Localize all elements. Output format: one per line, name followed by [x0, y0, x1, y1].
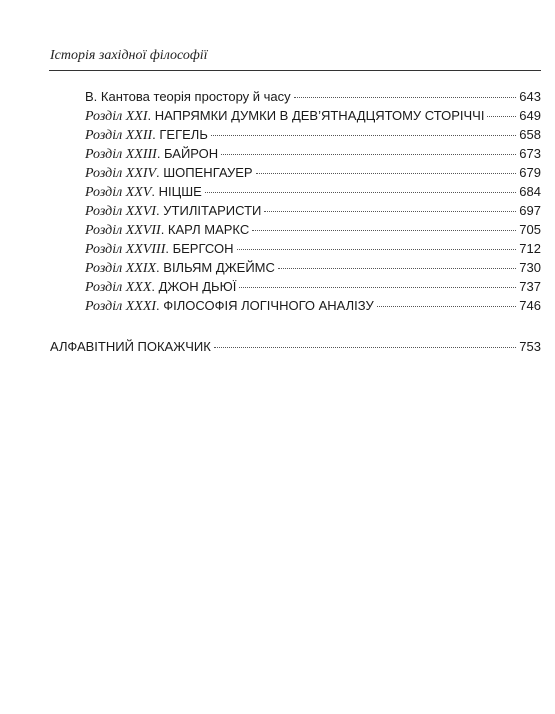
toc-page-number: 712 — [519, 241, 541, 256]
toc-page-number: 658 — [519, 127, 541, 142]
dot-leader — [211, 135, 516, 136]
toc-page-number: 705 — [519, 222, 541, 237]
toc-entry — [85, 203, 541, 223]
dot-leader — [214, 347, 516, 348]
toc-page-number: 684 — [519, 184, 541, 199]
dot-leader — [252, 230, 516, 231]
toc-entry-title: . КАРЛ МАРКС — [160, 222, 250, 237]
toc-entry-title: . БАЙРОН — [156, 146, 219, 161]
toc-entry — [85, 89, 541, 109]
chapter-prefix: Розділ XXV — [85, 185, 152, 200]
toc-entry — [85, 127, 541, 147]
toc-entry-title: . ГЕГЕЛЬ — [152, 127, 208, 142]
dot-leader — [205, 192, 516, 193]
toc-page-number: 649 — [519, 108, 541, 123]
toc-entry-title: . УТИЛІТАРИСТИ — [156, 203, 262, 218]
toc-page-number: 697 — [519, 203, 541, 218]
dot-leader — [294, 97, 517, 98]
chapter-prefix: Розділ XXXI — [85, 299, 157, 314]
toc-page-number: 753 — [519, 339, 541, 354]
dot-leader — [237, 249, 517, 250]
toc-page-number: 737 — [519, 279, 541, 294]
toc-page-number: 643 — [519, 89, 541, 104]
dot-leader — [239, 287, 516, 288]
toc-entry — [85, 108, 541, 128]
chapter-prefix: Розділ XXIX — [85, 261, 157, 276]
chapter-prefix: Розділ XXIV — [85, 166, 157, 181]
toc-entry — [85, 279, 541, 299]
toc-entry — [85, 222, 541, 242]
toc-page-number: 673 — [519, 146, 541, 161]
chapter-prefix: Розділ XXII — [85, 128, 153, 143]
dot-leader — [377, 306, 517, 307]
chapter-prefix: Розділ XXX — [85, 280, 152, 295]
chapter-prefix: Розділ XXVI — [85, 204, 157, 219]
running-head: Історія західної філософії — [50, 48, 208, 63]
chapter-prefix: Розділ XXI — [85, 109, 148, 124]
dot-leader — [221, 154, 516, 155]
toc-index-entry — [50, 339, 541, 359]
toc-entry-title: . ШОПЕНГАУЕР — [156, 165, 253, 180]
chapter-prefix: Розділ XXVIII — [85, 242, 166, 257]
toc-entry-title: В. Кантова теорія простору й часу — [85, 89, 291, 104]
toc-entry-title: . ДЖОН ДЬЮЇ — [151, 279, 237, 294]
header-rule — [49, 70, 541, 71]
dot-leader — [278, 268, 516, 269]
dot-leader — [264, 211, 516, 212]
dot-leader — [256, 173, 517, 174]
toc-entry-title: . НІЦШЕ — [151, 184, 202, 199]
toc-entry-title: . БЕРГСОН — [165, 241, 234, 256]
chapter-prefix: Розділ XXVII — [85, 223, 161, 238]
toc-entry-title: . НАПРЯМКИ ДУМКИ В ДЕВ’ЯТНАДЦЯТОМУ СТОРІЧЧІ — [147, 108, 485, 123]
toc-entry-title: . ВІЛЬЯМ ДЖЕЙМС — [156, 260, 275, 275]
dot-leader — [487, 116, 516, 117]
toc-entry-title: АЛФАВІТНИЙ ПОКАЖЧИК — [50, 339, 211, 354]
toc-page-number: 679 — [519, 165, 541, 180]
toc-entry — [85, 241, 541, 261]
toc-page-number: 746 — [519, 298, 541, 313]
toc-entry — [85, 260, 541, 280]
toc-page-number: 730 — [519, 260, 541, 275]
toc-entry — [85, 298, 541, 318]
toc-entry — [85, 184, 541, 204]
toc-entry — [85, 165, 541, 185]
chapter-prefix: Розділ XXIII — [85, 147, 157, 162]
toc-entry-title: . ФІЛОСОФІЯ ЛОГІЧНОГО АНАЛІЗУ — [156, 298, 374, 313]
toc-entry — [85, 146, 541, 166]
